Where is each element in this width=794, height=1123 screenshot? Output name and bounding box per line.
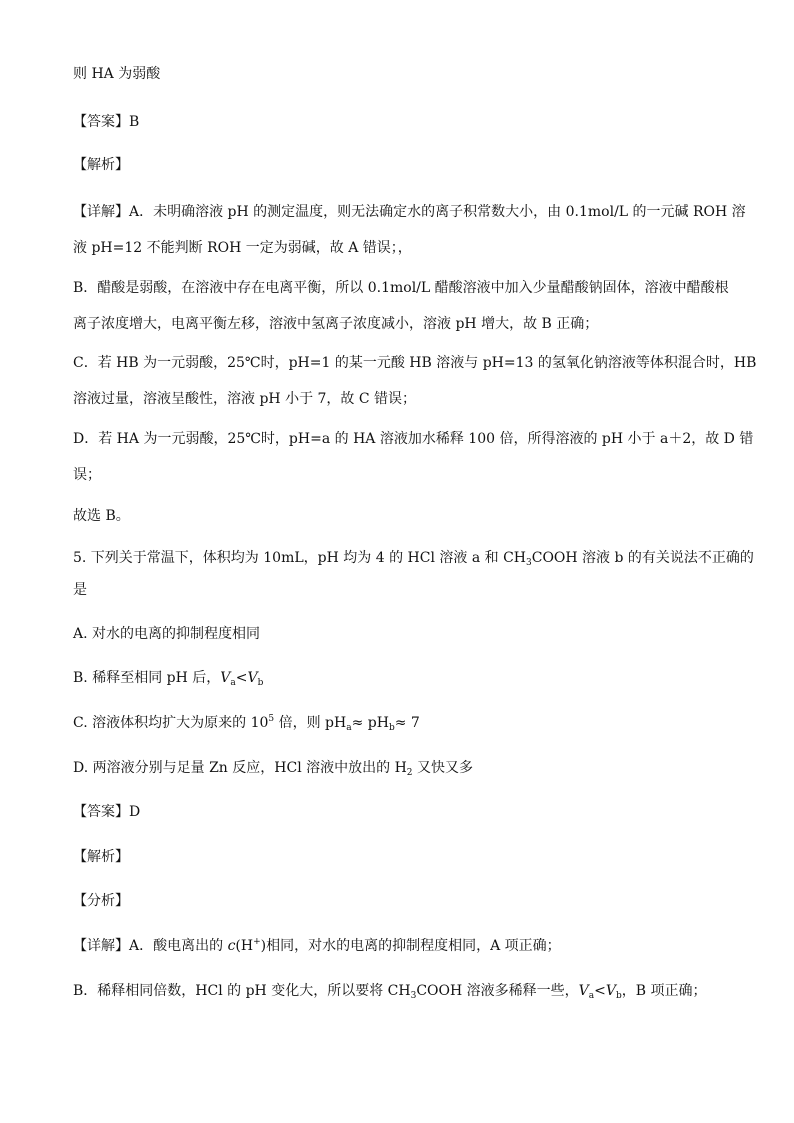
question-5-stem-line1: 5. 下列关于常温下，体积均为 10mL，pH 均为 4 的 HCl 溶液 a 和 $CH_3COOH$ 溶液 b 的有关说法不正确的 <box>73 550 754 568</box>
option-a: A. 对水的电离的抑制程度相同 <box>73 626 261 642</box>
option-b: B. 稀释至相同 pH 后，$V_a<V_b$ <box>73 670 264 688</box>
detail-line-b2: 离子浓度增大，电离平衡左移，溶液中氢离子浓度减小，溶液 pH 增大，故 B 正确； <box>73 316 599 332</box>
text-line-conclusion: 则 HA 为弱酸 <box>73 66 161 82</box>
question-5-stem-line2: 是 <box>73 582 87 598</box>
option-c: C. 溶液体积均扩大为原来的 $10^5$ 倍，则 $pH_a\approx pH_b\approx 7$ <box>73 714 420 733</box>
analysis-label-q5: 【解析】 <box>73 849 129 865</box>
breakdown-label-q5: 【分析】 <box>73 893 129 909</box>
detail-line-d2: 误； <box>73 467 101 483</box>
detail-line-d1: D．若 HA 为一元弱酸，25℃时，pH=a 的 HA 溶液加水稀释 100 倍，所得溶液的 pH 小于 a＋2，故 D 错 <box>73 431 754 447</box>
answer-label-q5: 【答案】D <box>73 804 141 820</box>
detail-line-a1: 【详解】A．未明确溶液 pH 的测定温度，则无法确定水的离子积常数大小，由 0.1mol/L 的一元碱 ROH 溶 <box>73 204 746 220</box>
answer-label-q4: 【答案】B <box>73 114 140 130</box>
detail-line-q5-a: 【详解】A．酸电离出的 c(H+)相同，对水的电离的抑制程度相同，A 项正确； <box>73 937 561 954</box>
option-d: D. 两溶液分别与足量 Zn 反应，HCl 溶液中放出的 $H_2$ 又快又多 <box>73 760 473 778</box>
detail-line-q5-b: B．稀释相同倍数，HCl 的 pH 变化大，所以要将 $CH_3COOH$ 溶液多稀释一些，$V_a<V_b$，B 项正确； <box>73 983 707 1001</box>
detail-line-c1: C．若 HB 为一元弱酸，25℃时，pH=1 的某一元酸 HB 溶液与 pH=13 的氢氧化钠溶液等体积混合时，HB <box>73 355 757 371</box>
detail-line-a2: 液 pH=12 不能判断 ROH 一定为弱碱，故 A 错误；， <box>73 240 412 256</box>
detail-line-b1: B．醋酸是弱酸，在溶液中存在电离平衡，所以 0.1mol/L 醋酸溶液中加入少量醋酸钠固体，溶液中醋酸根 <box>73 280 729 296</box>
analysis-label-q4: 【解析】 <box>73 157 129 173</box>
detail-line-c2: 溶液过量，溶液呈酸性，溶液 pH 小于 7，故 C 错误； <box>73 391 417 407</box>
choice-conclusion-q4: 故选 B。 <box>73 508 130 524</box>
